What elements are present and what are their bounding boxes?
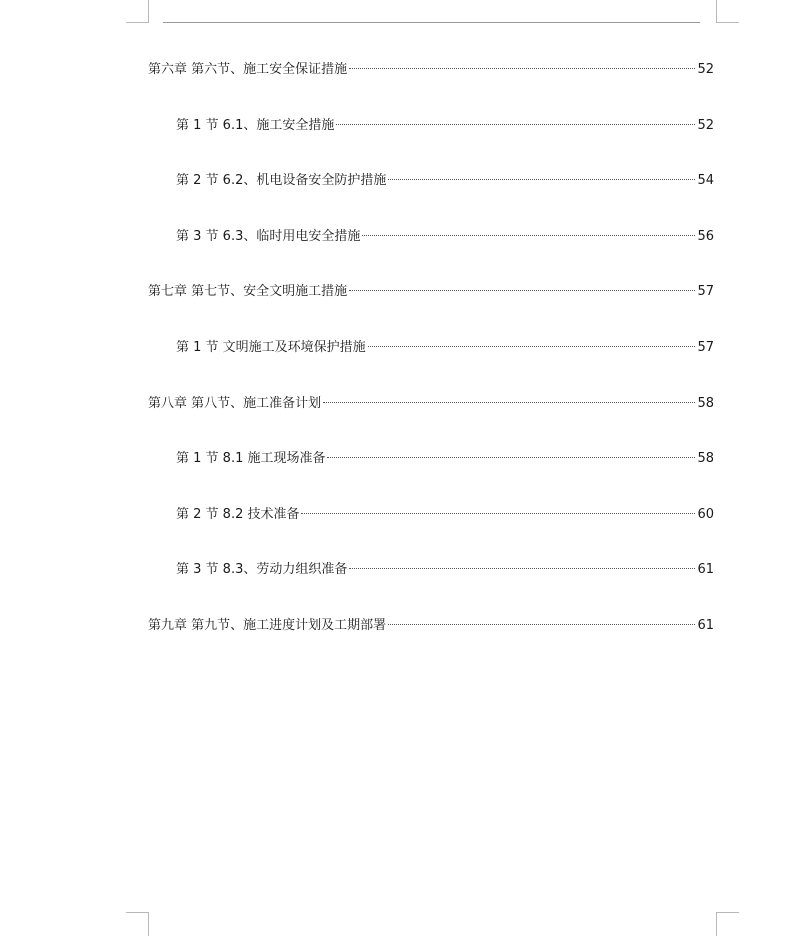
toc-dot-leader	[388, 179, 695, 180]
toc-dot-leader	[349, 290, 695, 291]
toc-entry-section[interactable]	[176, 227, 714, 247]
toc-entry-title: 第七章 第七节、安全文明施工措施	[148, 284, 348, 299]
toc-entry-chapter[interactable]	[148, 60, 714, 80]
toc-entry-chapter[interactable]	[148, 282, 714, 302]
crop-mark-top-left	[126, 0, 149, 23]
toc-entry-title: 第 1 节 6.1、施工安全措施	[176, 118, 335, 133]
toc-page-number: 57	[697, 284, 714, 299]
toc-page-number: 52	[697, 62, 714, 77]
toc-entry-title: 第 3 节 6.3、临时用电安全措施	[176, 229, 361, 244]
toc-entry-section[interactable]	[176, 449, 714, 469]
toc-dot-leader	[362, 235, 695, 236]
toc-page-number: 52	[697, 118, 714, 133]
toc-page-number: 60	[697, 507, 714, 522]
toc-entry-title: 第六章 第六节、施工安全保证措施	[148, 62, 348, 77]
toc-entry-section[interactable]	[176, 560, 714, 580]
crop-mark-bottom-right	[716, 912, 739, 936]
toc-entry-section[interactable]	[176, 338, 714, 358]
toc-dot-leader	[336, 124, 695, 125]
toc-dot-leader	[327, 457, 695, 458]
crop-mark-top-right	[716, 0, 739, 23]
header-rule	[163, 22, 700, 23]
toc-entry-section[interactable]	[176, 116, 714, 136]
toc-entry-chapter[interactable]	[148, 394, 714, 414]
toc-dot-leader	[368, 346, 696, 347]
toc-page-number: 61	[697, 562, 714, 577]
toc-entry-title: 第九章 第九节、施工进度计划及工期部署	[148, 618, 387, 633]
toc-dot-leader	[323, 402, 695, 403]
toc-dot-leader	[349, 568, 695, 569]
toc-page-number: 57	[697, 340, 714, 355]
toc-entry-title: 第八章 第八节、施工准备计划	[148, 396, 322, 411]
toc-dot-leader	[301, 513, 695, 514]
toc-entry-section[interactable]	[176, 171, 714, 191]
toc-dot-leader	[388, 624, 695, 625]
toc-page-number: 58	[697, 451, 714, 466]
toc-page-number: 54	[697, 173, 714, 188]
toc-entry-title: 第 2 节 6.2、机电设备安全防护措施	[176, 173, 387, 188]
toc-entry-title: 第 3 节 8.3、劳动力组织准备	[176, 562, 348, 577]
toc-page-number: 58	[697, 396, 714, 411]
toc-entry-chapter[interactable]	[148, 616, 714, 636]
toc-entry-title: 第 1 节 文明施工及环境保护措施	[176, 340, 366, 355]
toc-entry-title: 第 2 节 8.2 技术准备	[176, 507, 300, 522]
toc-dot-leader	[349, 68, 695, 69]
toc-page-number: 61	[697, 618, 714, 633]
toc-page-number: 56	[697, 229, 714, 244]
crop-mark-bottom-left	[126, 912, 149, 936]
toc-entry-section[interactable]	[176, 505, 714, 525]
toc-entry-title: 第 1 节 8.1 施工现场准备	[176, 451, 326, 466]
